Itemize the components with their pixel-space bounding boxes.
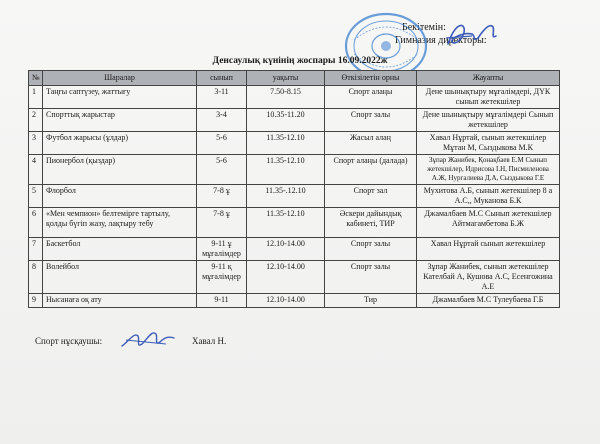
table-row [29, 185, 560, 208]
footer-label: Спорт нұсқаушы: [35, 336, 103, 346]
cell-grade: 9-11 [197, 294, 247, 308]
document-title: Денсаулық күнінің жоспары 16.09.2022ж [212, 56, 388, 66]
cell-location: Спорт алаңы (далада) [325, 155, 417, 185]
cell-time: 11.35-.12.10 [247, 185, 325, 208]
director-signature-icon [442, 18, 502, 52]
cell-number: 8 [29, 261, 43, 294]
table-row [29, 155, 560, 185]
cell-grade: 9-11 қ мұғалімдер [197, 261, 247, 294]
table-row [29, 294, 560, 308]
approval-line-approve: Бекітемін: [402, 22, 446, 33]
cell-time: 10.35-11.20 [247, 109, 325, 132]
cell-number: 3 [29, 132, 43, 155]
cell-responsible: Зұпар Жанибек, Қонақбаев Е.М Сынып жетекшілер, Идрисова І.Н, Писмиленова А.Ж, Нургалиева Д.А, Сыздыкова Г.Е [417, 155, 560, 185]
cell-activity: Пионербол (қыздар) [43, 155, 197, 185]
cell-responsible: Дене шынықтыру мұғалімдері Сынып жетекшілер [417, 109, 560, 132]
cell-activity: Футбол жарысы (ұлдар) [43, 132, 197, 155]
cell-responsible: Джамалбаев М.С Сынып жетекшілер Айтмагамбетова Б.Ж [417, 208, 560, 238]
cell-activity: Флорбол [43, 185, 197, 208]
cell-location: Спорт залы [325, 261, 417, 294]
cell-activity: Таңғы саптүзеу, жаттығу [43, 86, 197, 109]
cell-number: 4 [29, 155, 43, 185]
cell-time: 11.35-12.10 [247, 132, 325, 155]
table-header-row [29, 71, 560, 86]
cell-number: 7 [29, 238, 43, 261]
cell-location: Жасыл алаң [325, 132, 417, 155]
cell-responsible: Дене шынықтыру мұғалімдері, ДҮК сынып жетекшілер [417, 86, 560, 109]
header-number: № [29, 71, 43, 86]
cell-number: 1 [29, 86, 43, 109]
instructor-signature-icon [118, 322, 178, 354]
cell-location: Спорт залы [325, 109, 417, 132]
header-activities: Шаралар [43, 71, 197, 86]
header-grade: сынып [197, 71, 247, 86]
cell-number: 9 [29, 294, 43, 308]
cell-responsible: Мухитова А.Б, сынып жетекшілер 8 а А.С,, Муканова Б.К [417, 185, 560, 208]
table-row [29, 109, 560, 132]
cell-grade: 7-8 ұ [197, 185, 247, 208]
cell-number: 2 [29, 109, 43, 132]
cell-grade: 5-6 [197, 132, 247, 155]
cell-time: 11.35-12.10 [247, 155, 325, 185]
cell-grade: 7-8 ұ [197, 208, 247, 238]
cell-time: 11.35-12.10 [247, 208, 325, 238]
cell-grade: 5-6 [197, 155, 247, 185]
cell-responsible: Хавал Нұртай, сынып жетекшілер Мұтан М, Сыздыкова М.К [417, 132, 560, 155]
cell-grade: 3-11 [197, 86, 247, 109]
table-row [29, 261, 560, 294]
table-row [29, 132, 560, 155]
cell-location: Спорт залы [325, 238, 417, 261]
plan-table [28, 70, 560, 308]
cell-responsible: Хавал Нұртай сынып жетекшілер [417, 238, 560, 261]
cell-time: 12.10-14.00 [247, 294, 325, 308]
cell-location: Спорт алаңы [325, 86, 417, 109]
cell-activity: «Мен чемпион» белтемірге тартылу, қолды бүгіп жазу, лақтыру тебу [43, 208, 197, 238]
cell-activity: Волейбол [43, 261, 197, 294]
cell-grade: 3-4 [197, 109, 247, 132]
approval-line-director: Гимназия директоры: [395, 35, 487, 46]
cell-location: Әскери дайындық кабинеті, ТИР [325, 208, 417, 238]
cell-number: 6 [29, 208, 43, 238]
cell-location: Тир [325, 294, 417, 308]
cell-responsible: Джамалбаев М.С Тулеубаева Г.Б [417, 294, 560, 308]
cell-activity: Спорттық жарыстар [43, 109, 197, 132]
cell-grade: 9-11 ұ мұғалімдер [197, 238, 247, 261]
cell-activity: Нысанаға оқ ату [43, 294, 197, 308]
header-location: Өткізілетін орны [325, 71, 417, 86]
cell-time: 12.10-14.00 [247, 238, 325, 261]
cell-time: 12.10-14.00 [247, 261, 325, 294]
footer-name: Хавал Н. [192, 336, 227, 346]
cell-time: 7.50-8.15 [247, 86, 325, 109]
cell-number: 5 [29, 185, 43, 208]
header-responsible: Жауапты [417, 71, 560, 86]
cell-activity: Баскетбол [43, 238, 197, 261]
header-time: уақыты [247, 71, 325, 86]
cell-location: Спорт зал [325, 185, 417, 208]
table-row [29, 238, 560, 261]
cell-responsible: Зұпар Жанибек, сынып жетекшілер Кателбай А, Кушова А.С, Есенгожина А.Е [417, 261, 560, 294]
table-row [29, 86, 560, 109]
table-row [29, 208, 560, 238]
